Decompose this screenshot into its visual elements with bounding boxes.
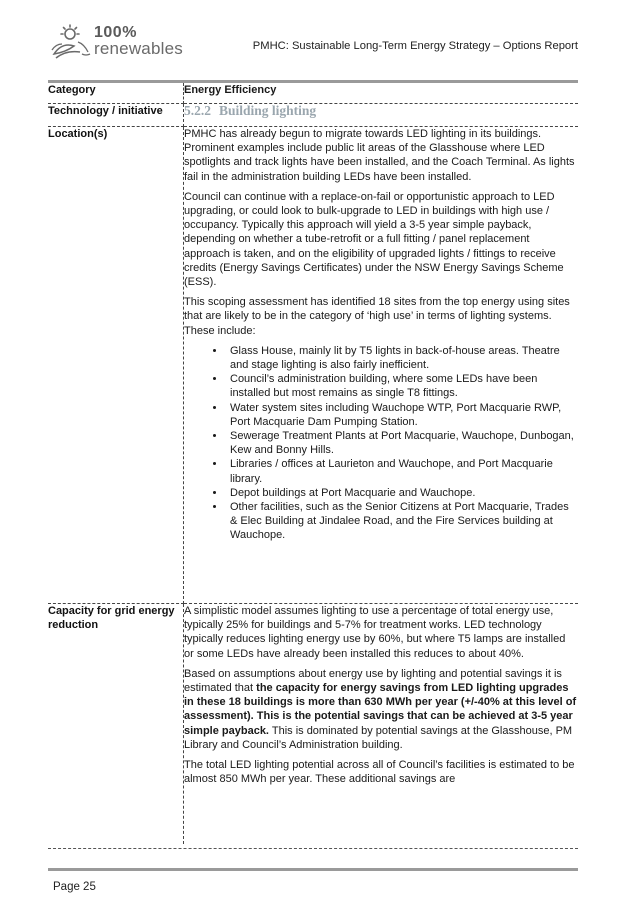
capacity-text: Based on assumptions about energy use by lighting and potential savings it is estimated that: [184, 667, 562, 695]
capacity-value: [184, 604, 579, 845]
list-item: • Other facilities, such as the Senior Citizens at Port Macquarie, Trades & Elec Building at Jindalee Road, and the Fire Services building at Wauchope.: [226, 500, 578, 543]
location-paragraph: This scoping assessment has identified 18 sites from the top energy using sites that are likely to be in the category of ‘high use’ in terms of lighting systems. These include:: [184, 296, 570, 337]
capacity-paragraph: [184, 667, 578, 752]
list-item: • Council’s administration building, where some LEDs have been installed but most remains as single T8 fittings.: [226, 372, 578, 400]
table-row-technology: [48, 104, 578, 127]
category-label: Category: [48, 83, 184, 104]
technology-value: [184, 104, 579, 127]
options-table: [48, 83, 578, 844]
list-item: • Glass House, mainly lit by T5 lights in back-of-house areas. Theatre and stage lighting is also fairly inefficient.: [226, 344, 578, 372]
list-item: • Water system sites including Wauchope WTP, Port Macquarie RWP, Port Macquarie Dam Pumping Station.: [226, 401, 578, 429]
section-number: 5.2.2: [184, 103, 211, 118]
page-header: [48, 24, 578, 64]
capacity-highlight: the capacity for energy savings from LED lighting upgrades in these 18 buildings is more than 630 MWh per year (+/-40% at this level of assessment). This is the potential savings that can be achieved at 3-5 year simple payback.: [184, 682, 577, 737]
table-bottom-divider: [48, 848, 578, 850]
table-row-locations: [48, 127, 578, 604]
logo: [48, 24, 198, 60]
logo-text-renewables: renewables: [94, 39, 183, 58]
location-paragraph: Council can continue with a replace-on-fail or opportunistic approach to LED upgrading, or could look to bulk-upgrade to LED in buildings with high use / occupancy. Typically this approach will yield a 3-5 year simple payback, depending on whether a tube-retrofit or a full fitting / panel replacement approach is taken, and on the eligibility of upgraded lights / fittings to receive credits (Energy Savings Certificates) under the NSW Energy Savings Scheme (ESS).: [184, 190, 564, 289]
footer-divider: [48, 868, 578, 871]
section-heading: [184, 103, 316, 118]
page-number: Page 25: [53, 881, 96, 893]
list-item: • Depot buildings at Port Macquarie and Wauchope.: [226, 486, 578, 500]
locations-label: Location(s): [48, 127, 184, 604]
list-item: • Libraries / offices at Laurieton and Wauchope, and Port Macquarie library.: [226, 457, 578, 485]
category-value: Energy Efficiency: [184, 83, 579, 104]
location-paragraph: PMHC has already begun to migrate towards LED lighting in its buildings. Prominent examples include public lit areas of the Glasshouse where LED spotlights and track lights have been installed, and the Coach Terminal. As lights fail in the administration building LEDs have been installed.: [184, 128, 575, 183]
capacity-paragraph: A simplistic model assumes lighting to use a percentage of total energy use, typically 25% for buildings and 5-7% for treatment works. LED technology typically reduces lighting energy use by 60%, but where T5 lamps are installed or some LEDs have already been installed this reduces to about 40%.: [184, 605, 566, 660]
table-row-capacity: [48, 604, 578, 845]
sun-leaf-logo-icon: [48, 24, 92, 60]
list-item: • Sewerage Treatment Plants at Port Macquarie, Wauchope, Dunbogan, Kew and Bonny Hills.: [226, 429, 578, 457]
sites-list: [184, 344, 578, 543]
logo-text-percent: 100%: [94, 24, 137, 41]
capacity-text: This is dominated by potential savings at the Glasshouse, PM Library and Council’s Administration building.: [184, 724, 573, 751]
capacity-label: Capacity for grid energy reduction: [48, 604, 184, 845]
technology-label: Technology / initiative: [48, 104, 184, 127]
table-row-category: [48, 83, 578, 104]
section-title: Building lighting: [219, 103, 317, 118]
document-title: PMHC: Sustainable Long-Term Energy Strategy – Options Report: [252, 40, 578, 52]
locations-value: [184, 127, 579, 604]
capacity-paragraph: The total LED lighting potential across all of Council’s facilities is estimated to be almost 850 MWh per year. These additional savings are: [184, 759, 575, 786]
